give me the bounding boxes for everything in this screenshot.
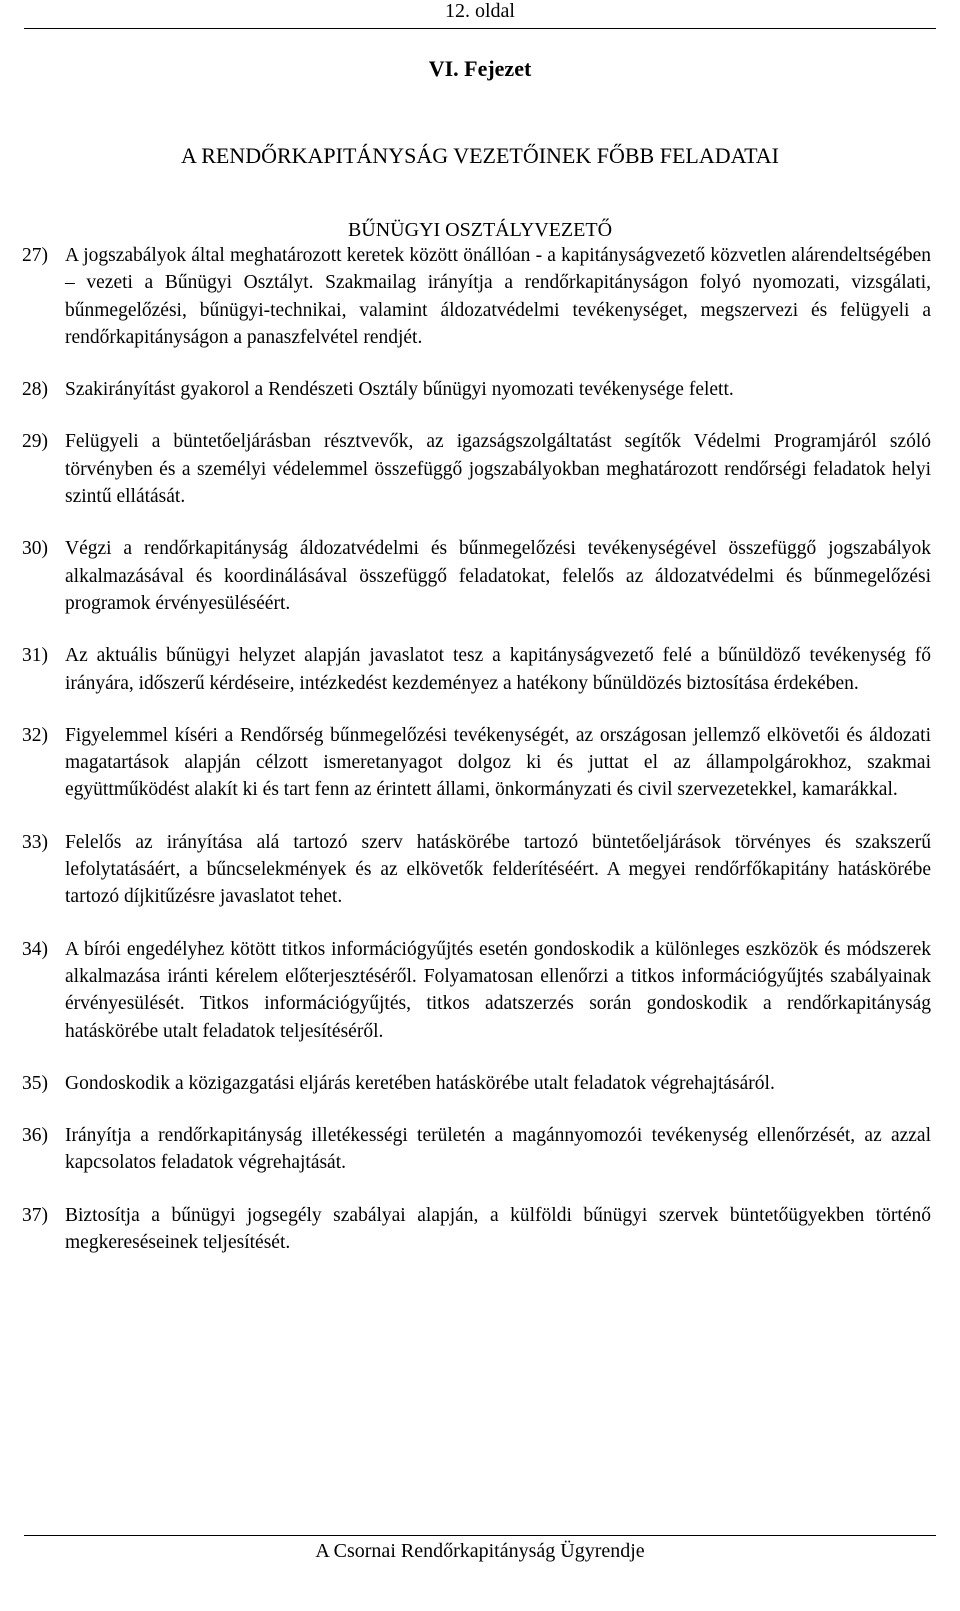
- list-item: [0, 1122, 960, 1177]
- list-item: [0, 535, 960, 617]
- list-item: [0, 642, 960, 697]
- item-number: 37): [22, 1204, 48, 1226]
- chapter-title: VI. Fejezet: [428, 56, 532, 81]
- item-text: Végzi a rendőrkapitányság áldozatvédelmi és bűnmegelőzési tevékenységével összefüggő jogszabályok alkalmazásával és koordinálásával összefüggő feladatokat, felelős az áldozatvédelmi és bűnmegelőzési programok érvényesüléséért.: [65, 538, 931, 614]
- item-text: Az aktuális bűnügyi helyzet alapján javaslatot tesz a kapitányságvezető felé a bűnüldöző tevékenység fő irányára, időszerű kérdéseire, intézkedést kezdeményez a hatékony bűnüldözés biztosítása érdekében.: [65, 645, 931, 694]
- item-number: 36): [22, 1125, 48, 1147]
- item-text: A bírói engedélyhez kötött titkos információgyűjtés esetén gondoskodik a különleges eszközök és módszerek alkalmazása iránti kérelem előterjesztéséről. Folyamatosan ellenőrzi a titkos információgyűjtés szabályainak érvényesülését. Titkos információgyűjtés, titkos adatszerzés során gondoskodik a rendőrkapitányság hatáskörébe utalt feladatok teljesítéséről.: [65, 938, 931, 1042]
- list-item: [0, 722, 960, 804]
- list-item: [0, 1202, 960, 1257]
- item-text: Felelős az irányítása alá tartozó szerv hatáskörébe tartozó büntetőeljárások törvényes és szakszerű lefolytatásáért, a bűncselekmények és az elkövetők felderítéséért. A megyei rendőrfőkapitány hatáskörébe tartozó díjkitűzésre javaslatot tehet.: [65, 831, 931, 908]
- item-text: Felügyeli a büntetőeljárásban résztvevők, az igazságszolgáltatást segítők Védelmi Programjáról szóló törvényben és a személyi védelemmel összefüggő jogszabályokban meghatározott rendőrségi feladatok helyi szintű ellátását.: [65, 431, 931, 508]
- item-number: 35): [22, 1072, 48, 1094]
- item-number: 33): [22, 831, 48, 853]
- footer-text: A Csornai Rendőrkapitányság Ügyrendje: [315, 1540, 645, 1562]
- item-text: A jogszabályok által meghatározott keretek között önállóan - a kapitányságvezető közvetlen alárendeltségében – vezeti a Bűnügyi Osztályt. Szakmailag irányítja a rendőrkapitányságon folyó nyomozati, vizsgálati, bűnmegelőzési, bűnügyi-technikai, valamint áldozatvédelmi tevékenységet, megszervezi és felügyeli a rendőrkapitányságon a panaszfelvétel rendjét.: [65, 245, 931, 348]
- item-text: Biztosítja a bűnügyi jogsegély szabályai alapján, a külföldi bűnügyi szervek büntetőügyekben történő megkereséseinek teljesítését.: [65, 1204, 931, 1254]
- header-divider: [24, 28, 936, 29]
- section-heading: A RENDŐRKAPITÁNYSÁG VEZETŐINEK FŐBB FELADATAI: [181, 143, 779, 168]
- item-number: 27): [22, 245, 48, 266]
- item-number: 32): [22, 724, 48, 746]
- item-number: 31): [22, 645, 48, 667]
- item-text: Figyelemmel kíséri a Rendőrség bűnmegelőzési tevékenységét, az országosan jellemző elkövetői és áldozati magatartások alapján célzott ismeretanyagot dolgoz ki és juttat el az állampolgárokhoz, szakmai együttműködést alakít ki és tart fenn az érintett állami, önkormányzati és civil szervezetekkel, kamarákkal.: [65, 724, 931, 801]
- list-item: [0, 936, 960, 1045]
- item-number: 30): [22, 538, 48, 560]
- list-item: [0, 376, 960, 403]
- item-text: Gondoskodik a közigazgatási eljárás keretében hatáskörébe utalt feladatok végrehajtásáról.: [65, 1072, 775, 1094]
- list-item: [0, 428, 960, 510]
- item-number: 29): [22, 431, 48, 453]
- item-number: 28): [22, 379, 48, 401]
- list-item: [0, 242, 960, 351]
- item-number: 34): [22, 938, 48, 960]
- list-item: [0, 1070, 960, 1097]
- subsection-heading: BŰNÜGYI OSZTÁLYVEZETŐ: [347, 219, 613, 241]
- footer-divider: [24, 1535, 936, 1536]
- numbered-list: [0, 242, 960, 1281]
- page-number: 12. oldal: [445, 0, 515, 22]
- item-text: Szakirányítást gyakorol a Rendészeti Osztály bűnügyi nyomozati tevékenysége felett.: [65, 379, 734, 401]
- item-text: Irányítja a rendőrkapitányság illetékességi területén a magánnyomozói tevékenység ellenőrzését, az azzal kapcsolatos feladatok végrehajtását.: [65, 1125, 931, 1174]
- list-item: [0, 829, 960, 911]
